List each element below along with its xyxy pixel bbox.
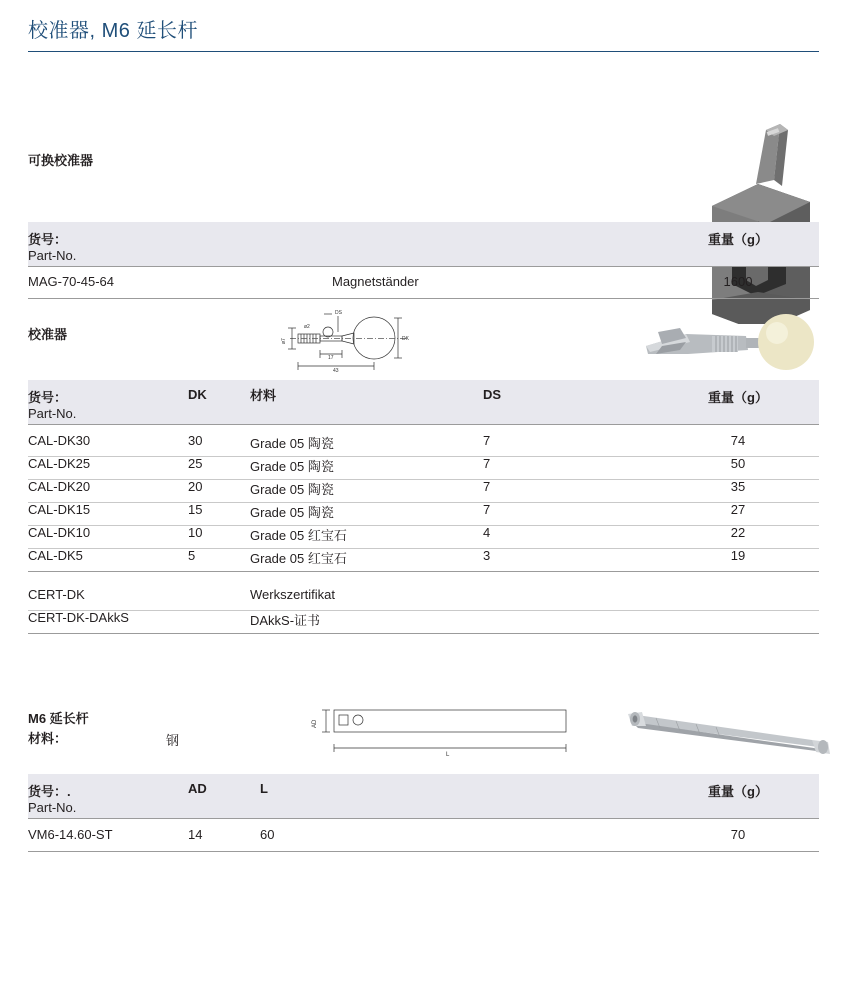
drawing-label-d4: DS [335, 310, 342, 316]
cell-dk: 20 [188, 479, 203, 494]
cell-ds: 3 [483, 548, 491, 563]
col-header-part-no-en: Part-No. [28, 800, 77, 815]
col-header-l: L [260, 781, 268, 796]
table-header-magnet [28, 222, 819, 266]
cell-material: Grade 05 红宝石 [250, 528, 347, 543]
cell-material: Grade 05 陶瓷 [250, 459, 334, 474]
cell-ds: 7 [483, 456, 491, 471]
table-rule-top [28, 424, 819, 425]
cell-ds: 7 [483, 433, 491, 448]
cell-description: Werkszertifikat [250, 587, 335, 602]
col-header-weight: 重量（g） [708, 784, 768, 799]
cell-dk: 30 [188, 433, 203, 448]
drawing-label-ad: AD [312, 719, 318, 728]
cell-weight: 70 [730, 827, 746, 842]
drawing-label-d2: ø2 [304, 324, 310, 330]
cell-part-no: MAG-70-45-64 [28, 274, 114, 289]
section-calibrator [28, 302, 819, 670]
table-rule-bottom [28, 851, 819, 852]
table-row [28, 274, 819, 298]
table-rule-top [28, 266, 819, 267]
table-rule-bottom [28, 633, 819, 634]
cell-part-no: CAL-DK15 [28, 502, 91, 517]
cell-part-no: VM6-14.60-ST [28, 827, 113, 842]
cell-part-no: CAL-DK5 [28, 548, 83, 563]
table-row [28, 479, 819, 503]
drawing-label-d7: DK [402, 336, 409, 342]
cell-weight: 35 [730, 479, 746, 494]
cell-part-no: CAL-DK25 [28, 456, 91, 471]
material-label: 材料： [28, 731, 68, 746]
cell-dk: 25 [188, 456, 203, 471]
extension-technical-drawing [308, 700, 588, 772]
cell-material: Grade 05 陶瓷 [250, 482, 334, 497]
cell-dk: 15 [188, 502, 203, 517]
cell-weight: 19 [730, 548, 746, 563]
cell-weight: 27 [730, 502, 746, 517]
drawing-label-d6: 43 [333, 368, 339, 374]
table-row [28, 548, 819, 572]
cell-weight: 1600 [723, 274, 753, 289]
cell-ad: 14 [188, 827, 203, 842]
section-heading-3: M6 延长杆 [28, 711, 89, 726]
section-heading-1: 可换校准器 [28, 153, 94, 168]
section-heading-2: 校准器 [28, 327, 68, 342]
col-header-weight: 重量（g） [708, 390, 768, 405]
col-header-part-no-en: Part-No. [28, 406, 77, 421]
table-rule-bottom [28, 298, 819, 299]
cell-ds: 7 [483, 502, 491, 517]
title-divider [28, 51, 819, 52]
table-row [28, 456, 819, 480]
col-header-part-no-cn: 货号：. [28, 784, 71, 799]
cell-weight: 50 [730, 456, 746, 471]
col-header-ds: DS [483, 387, 502, 402]
cell-part-no: CERT-DK [28, 587, 85, 602]
table-rule-bottom [28, 571, 819, 572]
table-row [28, 433, 819, 457]
cell-dk: 5 [188, 548, 196, 563]
cell-part-no: CERT-DK-DAkkS [28, 610, 129, 625]
table-row-certificate [28, 610, 819, 634]
cell-material: Grade 05 红宝石 [250, 551, 347, 566]
table-header-calibrator [28, 380, 819, 424]
cell-dk: 10 [188, 525, 203, 540]
col-header-part-no-en: Part-No. [28, 248, 77, 263]
drawing-label-d1: ø7 [281, 338, 287, 344]
cell-l: 60 [260, 827, 275, 842]
section-magnet-stand [28, 70, 819, 302]
cell-description: Magnetständer [332, 274, 419, 289]
col-header-weight: 重量（g） [708, 232, 768, 247]
col-header-material: 材料 [250, 388, 277, 403]
cell-description: DAkkS-证书 [250, 613, 321, 628]
extension-photo [616, 696, 846, 772]
table-rule-top [28, 818, 819, 819]
table-row [28, 502, 819, 526]
cell-weight: 74 [730, 433, 746, 448]
material-value: 钢 [166, 733, 180, 748]
calibrator-photo [628, 302, 847, 380]
table-row [28, 525, 819, 549]
cell-ds: 4 [483, 525, 491, 540]
page-title: 校准器, M6 延长杆 [28, 20, 198, 42]
col-header-dk: DK [188, 387, 207, 402]
table-row [28, 827, 819, 851]
drawing-label-l: L [446, 752, 450, 758]
cell-part-no: CAL-DK20 [28, 479, 91, 494]
cell-weight: 22 [730, 525, 746, 540]
col-header-part-no-cn: 货号： [28, 390, 68, 405]
drawing-label-d5: 17 [328, 355, 334, 361]
col-header-ad: AD [188, 781, 207, 796]
col-header-part-no-cn: 货号： [28, 232, 68, 247]
calibrator-technical-drawing [280, 306, 460, 376]
table-row-certificate [28, 587, 819, 611]
cell-part-no: CAL-DK10 [28, 525, 91, 540]
cell-part-no: CAL-DK30 [28, 433, 91, 448]
section-m6-extension [28, 670, 819, 870]
cell-material: Grade 05 陶瓷 [250, 436, 334, 451]
table-header-extension [28, 774, 819, 818]
cell-ds: 7 [483, 479, 491, 494]
cell-material: Grade 05 陶瓷 [250, 505, 334, 520]
